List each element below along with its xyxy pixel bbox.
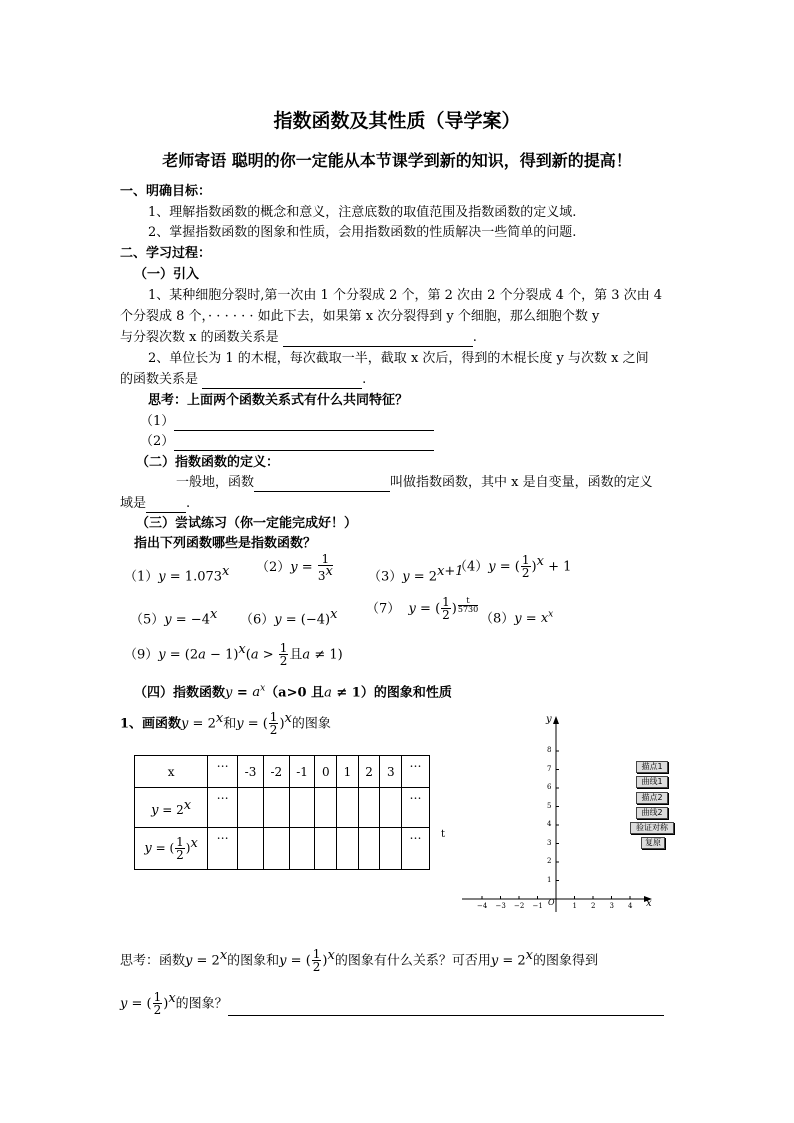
- table-row: [135, 828, 430, 870]
- y-tick-label: 7: [547, 764, 552, 773]
- table-header-cell: 2: [358, 756, 380, 788]
- row-label-half-x: y = ( $\frac{1}{2}$ )$^x$: [135, 828, 208, 870]
- think-item-2-num: （2）: [140, 434, 175, 449]
- table-header-cell: …: [208, 756, 238, 788]
- x-tick-label: −2: [514, 902, 525, 910]
- think2-b: 的图象和: [227, 953, 280, 969]
- p2-line2: 的函数关系是 .: [120, 372, 367, 387]
- verify-symmetry-button[interactable]: 验证对称: [630, 822, 674, 834]
- def-blank-domain[interactable]: [146, 498, 186, 513]
- p1-line1: 1、某种细胞分裂时,第一次由 1 个分裂成 2 个，第 2 次由 2 个分裂成 4 个，第 3 次由 4: [148, 288, 663, 303]
- table-header-cell: 3: [380, 756, 402, 788]
- def-a: 一般地，函数: [176, 475, 255, 490]
- reset-button[interactable]: 复原: [641, 837, 665, 849]
- p2-line2-text: 的函数关系是: [120, 372, 199, 387]
- table-header-cell: 0: [315, 756, 337, 788]
- table-cell[interactable]: [238, 788, 264, 828]
- p1-line2: 个分裂成 8 个，· · · · · · 如此下去，如果第 x 次分裂得到 y 个细胞，那么细胞个数 y: [120, 309, 600, 324]
- think-question: 思考：上面两个函数关系式有什么共同特征？: [148, 393, 409, 408]
- p1-line3: 与分裂次数 x 的函数关系是 .: [120, 330, 477, 345]
- x-tick-label: 2: [591, 902, 596, 910]
- num-9: （9）: [124, 647, 159, 663]
- think2-line1: 思考：函数$y = 2^x$的图象和y = ( $\frac{1}{2}$ )$^x$的图象有什么关系？可否用$y = 2^x$的图象得到: [120, 947, 598, 975]
- def-heading: （二）指数函数的定义：: [136, 455, 280, 470]
- y-tick-label: 2: [547, 857, 552, 865]
- practice-item-9: $(9)y = (2a - 1)^x(a$ > $\frac{1}{2}$ 且a ≠ 1): [124, 641, 343, 669]
- goal-2: 2、掌握指数函数的图象和性质，会用指数函数的性质解决一些简单的问题.: [148, 225, 577, 240]
- stray-letter: t: [441, 829, 446, 840]
- think2-c: 的图象有什么关系？可否用: [334, 953, 491, 969]
- table-cell[interactable]: [315, 828, 337, 870]
- table-header-cell: 1: [337, 756, 359, 788]
- practice-item-7: （7） y = ( $\frac{1}{2}$ ) $^{\frac{t}{5730}}$: [366, 595, 479, 623]
- num-6: （6）: [240, 612, 275, 628]
- draw-and: 和: [223, 716, 237, 732]
- goal-1: 1、理解指数函数的概念和意义，注意底数的取值范围及指数函数的定义域.: [148, 205, 577, 220]
- table-cell[interactable]: [289, 788, 315, 828]
- think2-line2: y = ( $\frac{1}{2}$ )$^x$的图象？: [120, 990, 664, 1016]
- think-item-1: [140, 413, 434, 431]
- practice-item-6: $(6)y = (-4)^x$: [240, 607, 338, 628]
- think2-answer-blank[interactable]: [228, 1001, 664, 1016]
- draw-label: 1、画函数: [120, 716, 182, 732]
- table-row: [135, 788, 430, 828]
- table-cell: …: [402, 788, 430, 828]
- table-cell: …: [402, 828, 430, 870]
- num-8: （8）: [480, 611, 515, 627]
- y-tick-label: 1: [547, 875, 552, 884]
- axes: [462, 716, 652, 912]
- practice-heading: （三）尝试练习（你一定能完成好！）: [136, 516, 358, 531]
- practice-item-5: $(5)y = -4^x$: [130, 607, 218, 628]
- practice-item-3: $(3)y = 2^{x+1}$: [368, 564, 464, 585]
- num-2: （2）: [256, 560, 291, 575]
- table-cell[interactable]: [263, 788, 289, 828]
- table-header-cell: …: [402, 756, 430, 788]
- think2-a: 思考：函数: [120, 953, 186, 969]
- plot-points-2-button[interactable]: 描点2: [636, 792, 668, 804]
- x-tick-label: −3: [495, 902, 506, 910]
- p1-line3-text: 与分裂次数 x 的函数关系是: [120, 330, 279, 345]
- num-3: （3）: [368, 569, 403, 585]
- x-tick-label: 4: [628, 902, 633, 910]
- draw-instruction: 1、画函数$y = 2^x$和y = ( $\frac{1}{2}$ )$^x$的图象: [120, 710, 331, 738]
- table-cell[interactable]: [315, 788, 337, 828]
- curve-2-button[interactable]: 曲线2: [636, 807, 668, 819]
- think-item-1-num: （1）: [140, 414, 175, 429]
- y-axis-label: y: [546, 714, 552, 725]
- x-tick-label: −4: [477, 902, 488, 910]
- sec1-heading: 一、明确目标：: [120, 184, 212, 199]
- x-tick-label: 3: [609, 902, 614, 910]
- think-item-2: [140, 433, 434, 451]
- teacher-motto: 老师寄语 聪明的你一定能从本节课学到新的知识，得到新的提高！: [162, 151, 632, 170]
- coordinate-plane: [458, 712, 658, 917]
- think-blank-2[interactable]: [174, 436, 434, 451]
- y-tick-label: 8: [547, 746, 552, 754]
- y-tick-label: 3: [547, 838, 552, 847]
- num-4: （4）: [454, 559, 489, 575]
- def-blank-function[interactable]: [254, 477, 390, 492]
- origin-label: O: [548, 898, 555, 907]
- table-cell: …: [208, 788, 238, 828]
- table-header-cell: -3: [238, 756, 264, 788]
- table-cell: …: [208, 828, 238, 870]
- def-b: 叫做指数函数，其中 x 是自变量，函数的定义: [390, 475, 653, 490]
- row-label-2x: $y = 2^x$: [135, 788, 208, 828]
- plot-points-1-button[interactable]: 描点1: [636, 761, 668, 773]
- answer-blank-2[interactable]: [202, 374, 362, 389]
- graph-heading: （四）指数函数$y = a^x(a>0$ 且a ≠ 1）的图象和性质: [134, 684, 452, 701]
- table-cell[interactable]: [238, 828, 264, 870]
- table-header-cell: -2: [263, 756, 289, 788]
- value-table: [134, 755, 430, 870]
- y-axis-arrow: [553, 716, 559, 724]
- table-cell[interactable]: [263, 828, 289, 870]
- table-header-cell: -1: [289, 756, 315, 788]
- y-tick-label: 4: [547, 820, 552, 828]
- table-header-row: [135, 756, 430, 788]
- table-header-cell: x: [135, 756, 208, 788]
- table-cell[interactable]: [380, 828, 402, 870]
- table-cell[interactable]: [380, 788, 402, 828]
- x-axis-label: x: [646, 898, 652, 909]
- practice-item-1: $(1)y = 1.073^x$: [124, 564, 230, 585]
- table-cell[interactable]: [358, 788, 380, 828]
- x-tick-label: 1: [572, 902, 577, 910]
- num-5: （5）: [130, 612, 165, 628]
- think2-d: 的图象得到: [532, 953, 598, 969]
- num-7: （7）: [366, 601, 401, 617]
- graph-heading-cond: （a>0 且: [265, 685, 325, 701]
- think-blank-1[interactable]: [174, 416, 434, 431]
- table-cell[interactable]: [358, 828, 380, 870]
- y-tick-label: 6: [547, 783, 552, 791]
- x-tick-label: −1: [532, 902, 543, 910]
- sec2-heading: 二、学习过程：: [120, 246, 212, 261]
- table-cell[interactable]: [289, 828, 315, 870]
- graph-heading-text: （四）指数函数: [134, 685, 226, 701]
- practice-item-8: $(8)y = x^x$: [480, 610, 554, 627]
- num-1: （1）: [124, 569, 159, 585]
- def-line2: 域是 .: [120, 496, 191, 511]
- think2-e: 的图象？: [175, 996, 228, 1012]
- answer-blank-1[interactable]: [283, 332, 473, 347]
- practice-item-2: （2）y = $\frac{1}{3^x}$: [256, 552, 333, 583]
- def-c: 域是: [120, 496, 147, 511]
- table-cell[interactable]: [337, 788, 359, 828]
- page-title: 指数函数及其性质（导学案）: [273, 110, 521, 132]
- practice-question: 指出下列函数哪些是指数函数？: [134, 536, 317, 551]
- p2-line1: 2、单位长为 1 的木棍，每次截取一半，截取 x 次后，得到的木棍长度 y 与次数 x 之间: [148, 351, 649, 366]
- def-line1: [176, 474, 653, 492]
- draw-tail: 的图象: [291, 716, 331, 732]
- practice-item-4: （4）y = ( $\frac{1}{2}$ )$^x$ + 1: [454, 553, 572, 581]
- graph-heading-tail: ）的图象和性质: [360, 685, 452, 701]
- intro-heading: （一）引入: [134, 267, 200, 282]
- table-cell[interactable]: [337, 828, 359, 870]
- curve-1-button[interactable]: 曲线1: [636, 776, 668, 788]
- y-tick-label: 5: [547, 801, 552, 810]
